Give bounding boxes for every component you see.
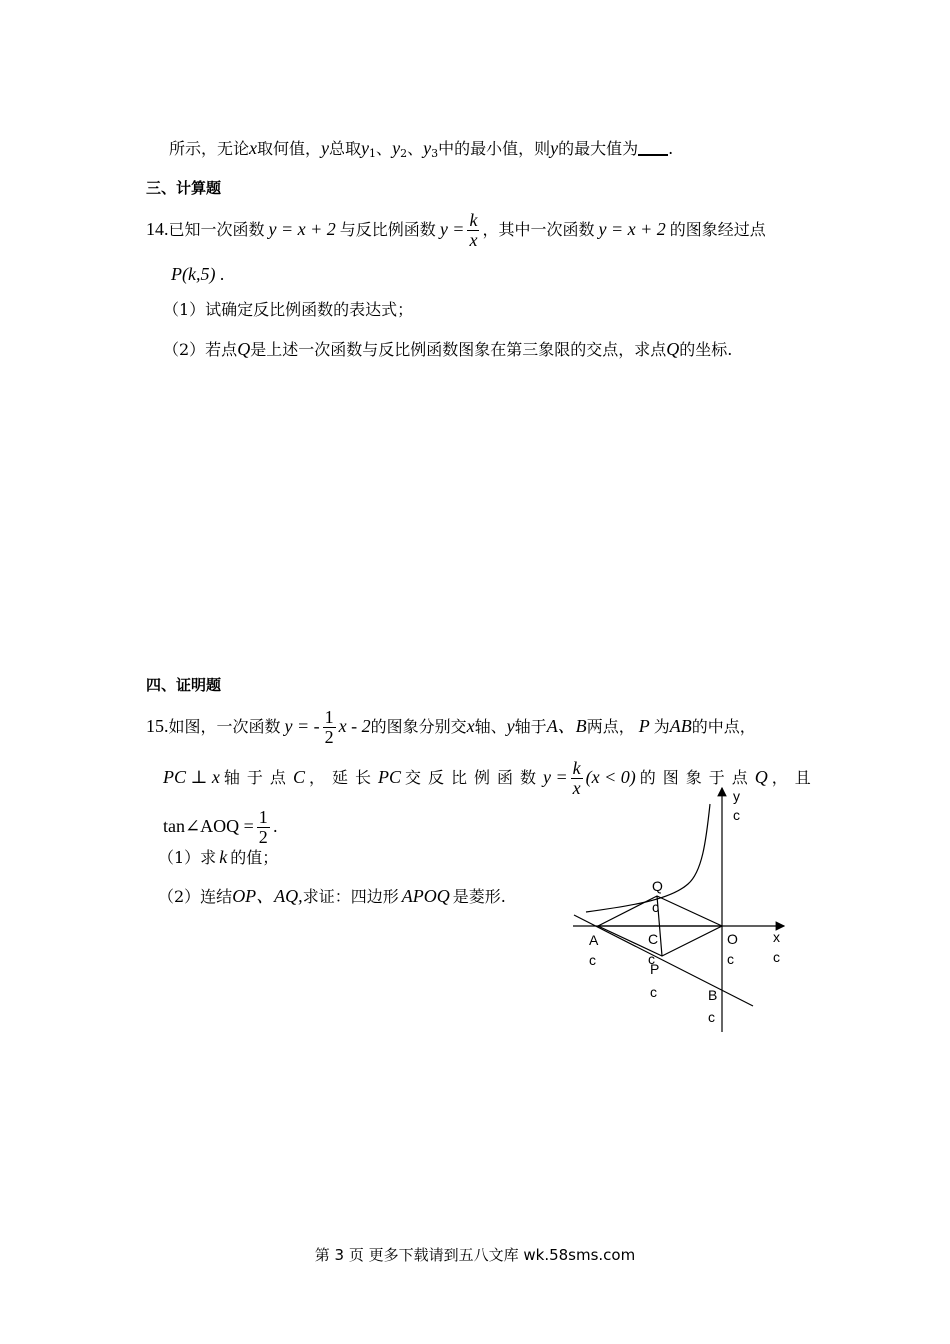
label-c-c: c (648, 951, 655, 967)
label-p: P (650, 961, 660, 977)
q14-expr1: y = x + 2 (268, 219, 336, 239)
label-a: A (589, 932, 599, 948)
q15-line1: 15.如图，一次函数 y = - $\frac{1}{2}$ x - 2的图象分别交x轴、y轴于A、B两点， P 为AB的中点， (146, 707, 756, 747)
page-footer: 第 3 页 更多下载请到五八文库 wk.58sms.com (314, 1246, 636, 1264)
q15-fraction-tan: $\frac{1}{2}$ (258, 807, 268, 847)
label-p-c: c (650, 984, 657, 1000)
q15-line3: tan∠AOQ = $\frac{1}{2}$ . (163, 807, 278, 847)
label-b: B (708, 987, 718, 1003)
label-y-c: c (733, 807, 740, 823)
section-heading-calc: 三、计算题 (146, 179, 222, 197)
label-o-c: c (727, 951, 734, 967)
q15-part1: （1）求 k 的值； (158, 847, 279, 867)
q14-part1: （1）试确定反比例函数的表达式； (163, 300, 414, 319)
hyperbola-curve (586, 804, 710, 912)
q14-line1: 14.已知一次函数 y = x + 2 与反比例函数 y = $\frac{k}{x}$ ，其中一次函数 y = x + 2 的图象经过点 (146, 210, 766, 250)
label-o: O (727, 931, 738, 947)
label-q-c: c (652, 899, 659, 915)
label-x: x (773, 929, 780, 945)
label-c: C (648, 931, 659, 947)
q15-fraction-k: $\frac{k}{x}$ (572, 758, 581, 798)
q13-tail-line: 所示，无论x取何值，y总取$y_1$、$y_2$、$y_3$中的最小值，则y的最大值为 . (169, 138, 674, 160)
q14-point: P(k,5) . (171, 264, 225, 284)
q15-line2: PC ⊥ x 轴于点C ，延长PC 交反比例函数y = $\frac{k}{x}$ (x < 0) 的图象于点Q ，且 (163, 758, 818, 798)
section-heading-proof: 四、证明题 (146, 676, 222, 694)
q15-fraction-half: $\frac{1}{2}$ (324, 707, 334, 747)
label-y: y (733, 788, 740, 804)
label-x-c: c (773, 949, 780, 965)
q15-part2: （2）连结OP、AQ,求证：四边形 APOQ 是菱形. (158, 886, 506, 906)
q14-fraction: $\frac{k}{x}$ (469, 210, 478, 250)
q14-part2: （2）若点Q是上述一次函数与反比例函数图象在第三象限的交点，求点Q的坐标. (163, 339, 733, 359)
answer-blank (638, 140, 668, 156)
label-b-c: c (708, 1009, 715, 1025)
q14-expr2: y = x + 2 (598, 219, 666, 239)
label-q: Q (652, 878, 663, 894)
geometry-figure (570, 782, 795, 1032)
label-a-c: c (589, 952, 596, 968)
